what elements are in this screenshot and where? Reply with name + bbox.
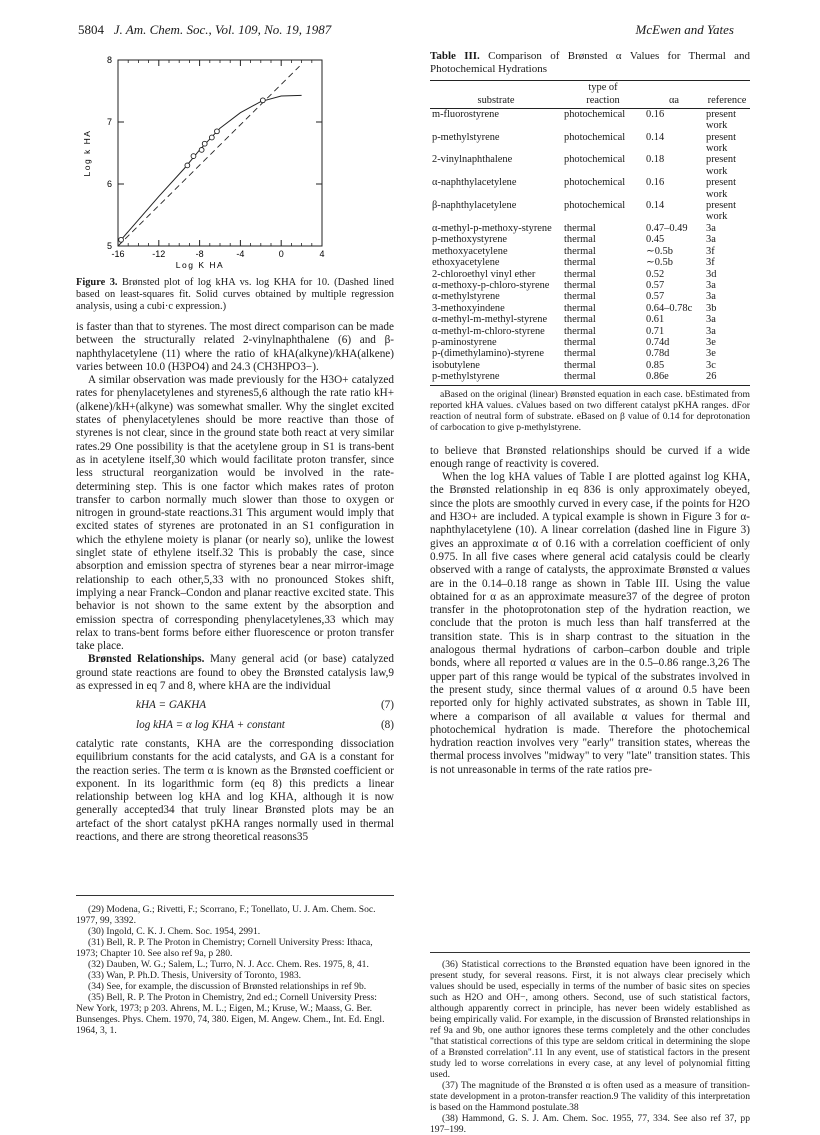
footnote-33: (33) Wan, P. Ph.D. Thesis, University of Toronto, 1983.	[88, 970, 302, 981]
cell-alpha: 0.16	[646, 177, 665, 189]
footnote-37: (37) The magnitude of the Brønsted α is often used as a measure of transition-state development in a proton-transfer reaction.9 The validity of this interpretation is based on the Hammond postulate.38	[430, 1080, 750, 1113]
right-paragraph-2: When the log kHA values of Table I are plotted against log KHA, the Brønsted relationship in eq 836 is only approximately obeyed, since the plots are smoothly curved in every case, if the points for H2O and H3O+ are included. A typical example is shown in Figure 3 for α-naphthylacetylene (10). A linear correlation (dashed line in Figure 3) gives an approximate α of 0.16 with a correlation coefficient of only 0.975. In all five cases where general acid catalysis could be clearly observed with a range of catalysts, the approximate Brønsted α values are in the 0.14–0.18 range as shown in Table III. Using the value obtained for α as an approximate measure37 of the degree of proton transfer in the photoprotonation step of the hydration reaction, we conclude that the proton is much less than half transferred at the transition state. This is in sharp contrast to the situation in the analogous thermal hydrations of carbon–carbon double and triple bonds, where all reported α values are in the 0.5–0.86 range.3,26 The upper part of this range would be typical of the substrates involved in the present study, since thermal values of α around 0.5 have been reported only for highly activated substrates, as shown in Table III, where a comparison of all available α values for thermal and photochemical hydration is made. Therefore the photochemical hydration reaction involves very "early" transition states, whereas the thermal process involves "midway" to very "late" transition states. This is not unreasonable in terms of the rate ratios pre-	[430, 471, 750, 776]
cell-substrate: m-fluorostyrene	[432, 108, 499, 120]
table-row	[430, 326, 750, 337]
cell-type: photochemical	[564, 154, 626, 166]
cell-reference: 3a	[706, 222, 716, 234]
cell-substrate: 3-methoxyindene	[432, 302, 505, 314]
caption-label: Figure 3.	[76, 277, 118, 288]
cell-alpha: 0.85	[646, 359, 665, 371]
cell-reference: present work	[706, 131, 737, 155]
cell-substrate: ethoxyacetylene	[432, 257, 500, 269]
cell-alpha: 0.14	[646, 131, 665, 143]
table-row	[430, 132, 750, 155]
y-tick-label: 8	[106, 55, 112, 65]
table-title	[430, 50, 750, 76]
cell-type: photochemical	[564, 200, 626, 212]
cell-reference: 3b	[706, 302, 717, 314]
equation-8	[76, 719, 394, 732]
col-header-substrate	[430, 81, 562, 95]
caption-text: Brønsted plot of log kHA vs. log KHA for 10. (Dashed lined based on least-squares fit. Solid curves obtained by multiple regression analysis, using a cubi·c expression.)	[76, 277, 394, 312]
figure-3	[76, 50, 394, 275]
cell-type: thermal	[564, 325, 596, 337]
cell-alpha: 0.57	[646, 291, 665, 303]
cell-substrate: p-aminostyrene	[432, 336, 497, 348]
cell-reference: 3e	[706, 336, 716, 348]
footnote-38: (38) Hammond, G. S. J. Am. Chem. Soc. 1955, 77, 334. See also ref 37, pp 197–199.	[430, 1113, 750, 1135]
data-point	[191, 154, 196, 159]
cell-reference: present work	[706, 108, 737, 132]
left-paragraph-2: A similar observation was made previously for the H3O+ catalyzed rates for phenylacetylenes and styrenes5,6 although the rate ratio kH+(alkene)/kH+(alkyne) was somewhat smaller. Why the singlet excited states of phenylacetylenes should be more reactive than those of styrenes is not clear, since in the ground state both react at very similar rates.29 One possibility is that the acetylene group in S1 is trans-bent as in acetylene itself,30 which would facilitate proton transfer, since less structural reorganization would be involved in the rate-determining step. This is one factor which makes rates of proton transfer to carbon normally much slower than those to oxygen or nitrogen in ground-state reactions.31 This argument would imply that excited states of styrenes are protonated in an S1 configuration in which the ethylene moiety is planar (or nearly so), unlike the lowest singlet state of ethylene itself.32 This is probably the case, since absorption and emission spectra of styrenes bear a near mirror-image relationship to each other,5,33 with no pronounced Stokes shift, implying a near Franck–Condon and planar reactive excited state. This behavior is not shown to the same extent by the absorption and emission spectra of corresponding phenylacetylenes,33 which may relax to trans-bent forms before either fluorescence or proton transfer take place.	[76, 374, 394, 653]
cell-substrate: α-methyl-m-methyl-styrene	[432, 314, 548, 326]
right-column	[430, 50, 750, 777]
left-paragraph-3	[76, 653, 394, 693]
x-tick-label: -4	[236, 249, 245, 259]
table-row	[430, 257, 750, 268]
cell-alpha: 0.71	[646, 325, 665, 337]
cell-substrate: 2-chloroethyl vinyl ether	[432, 268, 536, 280]
data-point	[185, 163, 190, 168]
cell-alpha: 0.14	[646, 200, 665, 212]
cell-alpha: 0.78d	[646, 348, 670, 360]
y-axis-label: Log k HA	[82, 129, 92, 177]
table-row	[430, 337, 750, 348]
cell-reference: present work	[706, 177, 737, 200]
header-left	[78, 22, 331, 38]
footnote-30: (30) Ingold, C. K. J. Chem. Soc. 1954, 2991.	[88, 926, 261, 937]
cell-type: photochemical	[564, 177, 626, 189]
cell-reference: present work	[706, 200, 737, 223]
cell-reference: 3a	[706, 279, 716, 291]
cell-type: thermal	[562, 371, 644, 385]
col-header-type-line2: reaction	[562, 94, 644, 108]
dashed-fit-line	[118, 66, 300, 246]
footnote-29: (29) Modena, G.; Rivetti, F.; Scorrano, F.; Tonellato, U. J. Am. Chem. Soc. 1977, 99, 3392.	[76, 904, 376, 926]
cell-alpha: 0.52	[646, 268, 665, 280]
cell-type: photochemical	[564, 131, 626, 143]
cell-alpha: 0.47–0.49	[646, 222, 688, 234]
equation-7-number: (7)	[380, 699, 394, 712]
cell-type: thermal	[564, 245, 596, 257]
cell-type: thermal	[564, 314, 596, 326]
table-row	[430, 200, 750, 223]
footnote-32: (32) Dauben, W. G.; Salem, L.; Turro, N. J. Acc. Chem. Res. 1975, 8, 41.	[88, 959, 369, 970]
cell-alpha: 0.45	[646, 234, 665, 246]
col-header-substrate-label: substrate	[430, 94, 562, 108]
table-row	[430, 291, 750, 302]
x-axis-label: Log K HA	[175, 260, 225, 270]
cell-alpha: 0.86e	[644, 371, 704, 385]
left-footnotes	[76, 895, 394, 1036]
table-row	[430, 269, 750, 280]
col-header-reference: reference	[704, 94, 750, 108]
x-tick-label: 0	[278, 249, 284, 259]
cell-substrate: α-naphthylacetylene	[432, 177, 517, 189]
cell-reference: 3a	[706, 325, 716, 337]
cell-reference: 3a	[706, 314, 716, 326]
table-row	[430, 360, 750, 371]
x-tick-label: -8	[195, 249, 204, 259]
x-tick-label: 4	[319, 249, 325, 259]
cell-alpha: 0.64–0.78c	[646, 302, 693, 314]
cell-reference: 3e	[706, 348, 716, 360]
table-row	[430, 303, 750, 314]
footnote-31: (31) Bell, R. P. The Proton in Chemistry; Cornell University Press: Ithaca, 1973; Chapter 10. See also ref 9a, p 280.	[76, 937, 373, 959]
cell-substrate: p-methylstyrene	[432, 131, 500, 143]
data-point	[119, 237, 124, 242]
cell-substrate: p-methoxystyrene	[432, 234, 508, 246]
header-authors: McEwen and Yates	[635, 22, 734, 37]
col-header-blank-1	[644, 81, 704, 95]
equation-8-body: log kHA = α log KHA + constant	[136, 718, 285, 731]
page-number: 5804	[78, 22, 104, 37]
data-point	[260, 98, 265, 103]
cell-substrate: β-naphthylacetylene	[432, 200, 517, 212]
x-tick-label: -12	[152, 249, 166, 259]
cell-type: thermal	[564, 359, 596, 371]
table-body	[430, 108, 750, 385]
cell-type: photochemical	[564, 108, 626, 120]
cell-substrate: α-methyl-p-methoxy-styrene	[432, 222, 552, 234]
equation-7	[76, 699, 394, 712]
cell-reference: 3a	[706, 234, 716, 246]
data-point	[215, 129, 220, 134]
solid-fit-curve	[121, 95, 302, 239]
bronsted-plot	[76, 50, 394, 275]
y-tick-label: 6	[106, 179, 112, 189]
cell-alpha: ∼0.5b	[646, 245, 673, 257]
cell-type: thermal	[564, 268, 596, 280]
cell-reference: 26	[704, 371, 750, 385]
table-row	[430, 154, 750, 177]
cell-alpha: 0.57	[646, 279, 665, 291]
footnote-35: (35) Bell, R. P. The Proton in Chemistry, 2nd ed.; Cornell University Press: New York, 1973; p 203. Ahrens, M. L.; Eigen, M.; Kruse, W.; Maass, G. Ber. Bunsenges. Phys. Chem. 1970, 74, 380. Eigen, M. Angew. Chem., Int. Ed. Engl. 1964, 3, 1.	[76, 992, 385, 1036]
table-row	[430, 108, 750, 131]
col-header-alpha: αa	[644, 94, 704, 108]
footnote-34: (34) See, for example, the discussion of Brønsted relationships in ref 9b.	[88, 981, 367, 992]
table-footnote: aBased on the original (linear) Brønsted equation in each case. bEstimated from reported kHA values. cValues based on two different catalyst pKHA ranges. dFor reaction of neutral form of substrate. eBased on β value of 0.14 for deprotonation of carbocation to give p-methylstyrene.	[430, 388, 750, 433]
left-paragraph-1: is faster than that to styrenes. The most direct comparison can be made between the structurally related 2-vinylnaphthalene (6) and β-naphthylacetylene (11) where the ratio of kHA(alkyne)/kHA(alkene) varies between 10.0 (H3PO4) and 24.3 (CH3HPO3−).	[76, 321, 394, 373]
cell-alpha: 0.61	[646, 314, 665, 326]
cell-reference: 3a	[706, 291, 716, 303]
left-paragraph-3-text: Many general acid (or base) catalyzed ground state reactions are found to obey the Brønsted catalysis law,9 as expressed in eq 7 and 8, where kHA are the individual	[76, 653, 394, 693]
table-3	[430, 80, 750, 386]
cell-type: thermal	[564, 234, 596, 246]
table-row	[430, 314, 750, 325]
cell-type: thermal	[564, 222, 596, 234]
right-footnotes	[430, 952, 750, 1135]
cell-type: thermal	[564, 257, 596, 269]
equation-7-body: kHA = GAKHA	[136, 699, 207, 712]
table-label: Table III.	[430, 50, 480, 62]
equation-8-number: (8)	[380, 718, 394, 731]
cell-alpha: ∼0.5b	[646, 257, 673, 269]
data-point	[199, 148, 204, 153]
table-title-text: Comparison of Brønsted α Values for Thermal and Photochemical Hydrations	[430, 50, 750, 75]
y-tick-label: 5	[106, 241, 112, 251]
page-header	[78, 22, 734, 40]
cell-reference: 3f	[706, 257, 715, 269]
cell-substrate: p-methylstyrene	[430, 371, 562, 385]
x-tick-label: -16	[111, 249, 125, 259]
table-footnotes	[430, 389, 750, 433]
table-row	[430, 177, 750, 200]
cell-type: thermal	[564, 291, 596, 303]
cell-type: thermal	[564, 279, 596, 291]
y-tick-label: 7	[106, 117, 112, 127]
cell-substrate: α-methylstyrene	[432, 291, 500, 303]
cell-reference: 3d	[706, 268, 717, 280]
cell-type: thermal	[564, 302, 596, 314]
cell-alpha: 0.74d	[646, 336, 670, 348]
plot-frame	[118, 60, 322, 246]
cell-alpha: 0.18	[646, 154, 665, 166]
left-column	[76, 50, 394, 844]
cell-alpha: 0.16	[646, 108, 665, 120]
col-header-blank-2	[704, 81, 750, 95]
cell-substrate: isobutylene	[432, 359, 480, 371]
table-row	[430, 234, 750, 245]
cell-type: thermal	[564, 336, 596, 348]
table-row	[430, 223, 750, 234]
right-paragraph-1: to believe that Brønsted relationships should be curved if a wide enough range of reactivity is covered.	[430, 444, 750, 470]
figure-caption	[76, 277, 394, 313]
cell-reference: 3f	[706, 245, 715, 257]
col-header-type-line1: type of	[562, 81, 644, 95]
data-point	[202, 141, 207, 146]
cell-substrate: α-methyl-m-chloro-styrene	[432, 325, 545, 337]
section-title: Brønsted Relationships.	[88, 653, 205, 666]
left-paragraph-4: catalytic rate constants, KHA are the corresponding dissociation equilibrium constants for the acid catalysts, and GA is a constant for the reaction series. The term α is known as the Brønsted coefficient or exponent. In its logarithmic form (eq 8) this predicts a linear relationship between log kHA and log KHA, although it is now generally accepted34 that truly linear Brønsted plots may be an artefact of the short catalyst pKHA ranges normally used in thermal reactions, and there are strong theoretical reasons35	[76, 737, 394, 843]
cell-reference: present work	[706, 154, 737, 177]
table-row	[430, 371, 750, 385]
cell-substrate: 2-vinylnaphthalene	[432, 154, 513, 166]
cell-substrate: p-(dimethylamino)-styrene	[432, 348, 544, 360]
cell-substrate: α-methoxy-p-chloro-styrene	[432, 279, 550, 291]
footnote-36: (36) Statistical corrections to the Brønsted equation have been ignored in the present study, for several reasons. First, it is not always clear precisely which values should be used, especially in terms of the number of basic sites on species such as H2O and OH−, among others. Second, use of such statistical factors, although apparently correct in principle, has never been widely established as being empirically valid. For example, in the discussion of Brønsted relationships in ref 9a and 9b, one author ignores these terms completely and the other concludes "that statistical corrections of this type are seldom critical in determining the slope of a Brønsted correlation".11 In any event, use of statistical factors in the present study led to worse correlations in every case, at any level of polynomial fitting used.	[430, 959, 750, 1080]
cell-reference: 3c	[706, 359, 716, 371]
cell-substrate: methoxyacetylene	[432, 245, 508, 257]
cell-type: thermal	[564, 348, 596, 360]
journal-citation: J. Am. Chem. Soc., Vol. 109, No. 19, 1987	[113, 22, 332, 37]
data-point	[209, 135, 214, 140]
table-row	[430, 246, 750, 257]
table-row	[430, 280, 750, 291]
table-row	[430, 348, 750, 359]
